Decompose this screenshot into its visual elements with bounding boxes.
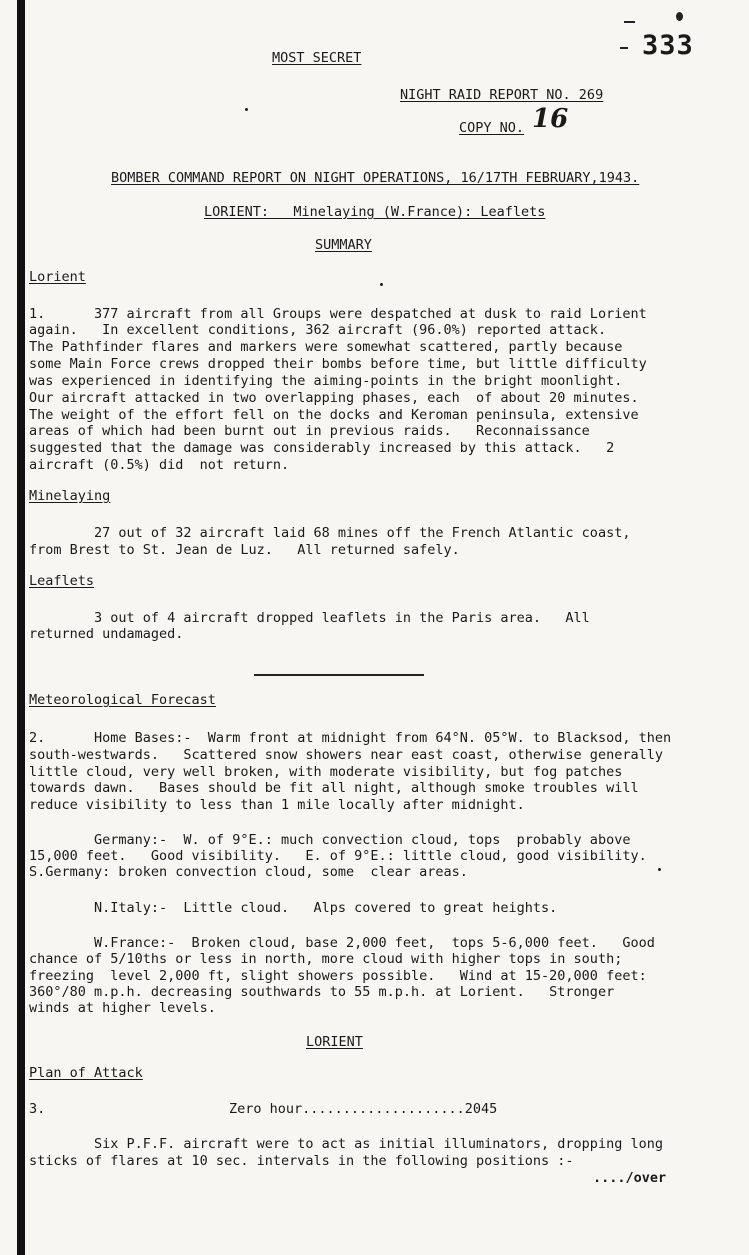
text-line: chance of 5/10ths or less in north, more cloud with higher tops in south; [29,951,623,967]
scan-dash [624,21,635,23]
plan-of-attack-heading: Plan of Attack [29,1065,143,1081]
scan-speck [676,12,683,21]
text-line: suggested that the damage was considerably increased by this attack. 2 [29,440,615,456]
text-line: freezing level 2,000 ft, slight showers possible. Wind at 15-20,000 feet: [29,968,647,984]
minelaying-heading: Minelaying [29,488,111,504]
leaflets-heading: Leaflets [29,573,95,589]
text-line: again. In excellent conditions, 362 aircraft (96.0%) reported attack. [29,322,607,338]
scan-speck [380,283,383,286]
text-line: W.France:- Broken cloud, base 2,000 feet, tops 5-6,000 feet. Good [29,935,655,951]
text-line: S.Germany: broken convection cloud, some clear areas. [29,864,468,880]
subtitle: LORIENT: Minelaying (W.France): Leaflets [204,204,546,220]
lorient-heading: Lorient [29,269,86,285]
scan-edge-bar [17,0,25,1255]
text-line: from Brest to St. Jean de Luz. All returned safely. [29,542,460,558]
text-line: Six P.F.F. aircraft were to act as initial illuminators, dropping long [29,1136,663,1152]
text-line: 2. Home Bases:- Warm front at midnight from 64°N. 05°W. to Blacksod, then [29,730,672,746]
text-line: 15,000 feet. Good visibility. E. of 9°E.: little cloud, good visibility. [29,848,647,864]
copy-label: COPY NO. [459,120,525,136]
over-marker: ..../over [593,1170,667,1186]
main-title: BOMBER COMMAND REPORT ON NIGHT OPERATIONS, 16/17TH FEBRUARY,1943. [111,170,640,186]
text-line: 27 out of 32 aircraft laid 68 mines off the French Atlantic coast, [29,525,631,541]
text-line: winds at higher levels. [29,1000,216,1016]
scan-dash [620,47,628,49]
summary-heading: SUMMARY [315,237,372,253]
text-line: some Main Force crews dropped their bombs before time, but little difficulty [29,356,647,372]
scan-speck [245,108,248,111]
scan-speck [658,868,661,871]
section-divider [254,674,424,676]
report-number: NIGHT RAID REPORT NO. 269 [400,87,604,103]
text-line: towards dawn. Bases should be fit all night, although smoke troubles will [29,780,639,796]
text-line: Germany:- W. of 9°E.: much convection cloud, tops probably above [29,832,631,848]
text-line: was experienced in identifying the aiming-points in the bright moonlight. [29,373,623,389]
text-line: returned undamaged. [29,626,184,642]
text-line: areas of which had been burnt out in previous raids. Reconnaissance [29,423,590,439]
text-line: aircraft (0.5%) did not return. [29,457,290,473]
classification: MOST SECRET [272,50,362,66]
zero-hour: Zero hour....................2045 [229,1101,498,1117]
text-line: 360°/80 m.p.h. decreasing southwards to 55 m.p.h. at Lorient. Stronger [29,984,615,1000]
page-number: 333 [642,30,694,61]
text-line: reduce visibility to less than 1 mile locally after midnight. [29,797,525,813]
text-line: The weight of the effort fell on the docks and Keroman peninsula, extensive [29,407,639,423]
text-line: little cloud, very well broken, with moderate visibility, but fog patches [29,764,623,780]
forecast-heading: Meteorological Forecast [29,692,216,708]
text-line: The Pathfinder flares and markers were somewhat scattered, partly because [29,339,623,355]
text-line: south-westwards. Scattered snow showers near east coast, otherwise generally [29,747,663,763]
paragraph-number: 3. [29,1101,46,1117]
text-line: 1. 377 aircraft from all Groups were despatched at dusk to raid Lorient [29,306,647,322]
text-line: sticks of flares at 10 sec. intervals in the following positions :- [29,1153,574,1169]
text-line: Our aircraft attacked in two overlapping phases, each of about 20 minutes. [29,390,639,406]
text-line: 3 out of 4 aircraft dropped leaflets in the Paris area. All [29,610,590,626]
lorient-section-heading: LORIENT [306,1034,363,1050]
text-line: N.Italy:- Little cloud. Alps covered to great heights. [29,900,558,916]
copy-number-handwritten: 16 [532,104,569,134]
